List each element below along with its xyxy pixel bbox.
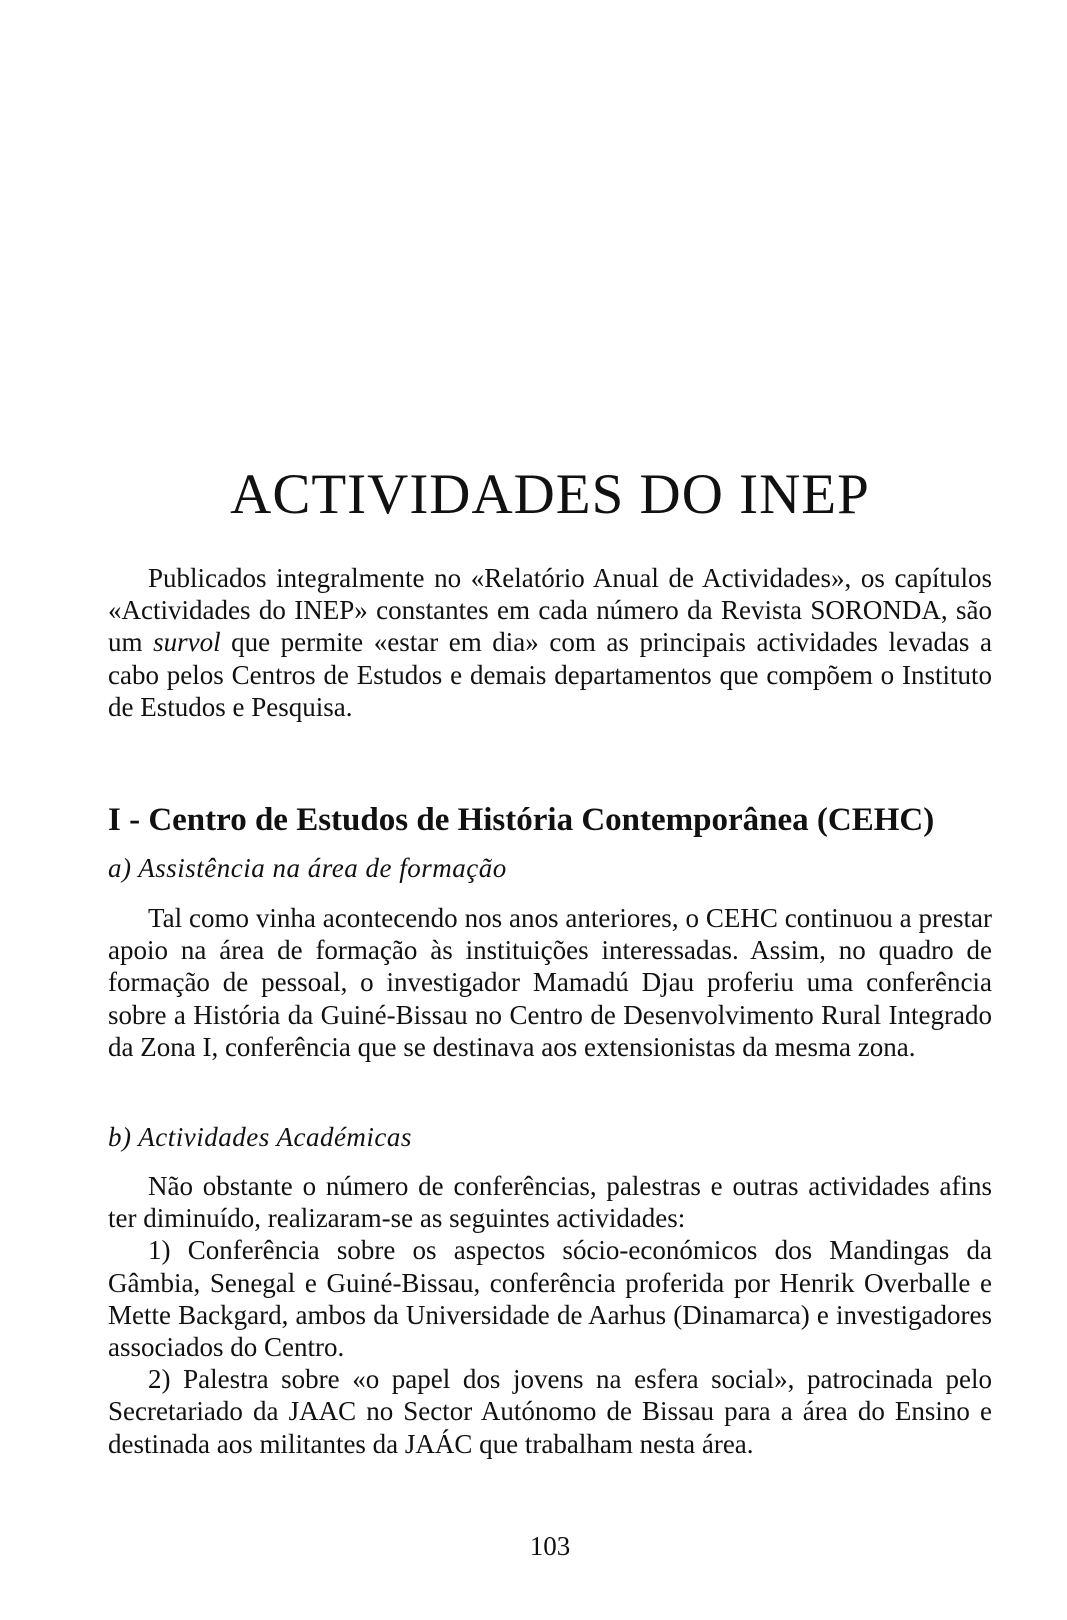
page-title: ACTIVIDADES DO INEP (230, 463, 870, 526)
section-heading: I - Centro de Estudos de História Contemporânea (CEHC) (108, 802, 935, 838)
subsection-a-heading: a) Assistência na área de formação (108, 853, 507, 883)
intro-emphasis: survol (153, 627, 221, 658)
intro-text-start: Publicados integralmente no «Relatório Anual de Actividades», os capítulos «Actividades do INEP» constantes em cada número da Revista SORONDA, são um (108, 563, 992, 658)
intro-paragraph (108, 562, 992, 723)
subsection-b-body (108, 1170, 992, 1460)
list-item: 2) Palestra sobre «o papel dos jovens na esfera social», patrocinada pelo Secretariado da JAAC no Sector Autónomo de Bissau para a área do Ensino e destinada aos militantes da JAÁC que trabalham nesta área. (108, 1364, 992, 1459)
document-page (108, 0, 992, 1620)
list-item: 1) Conferência sobre os aspectos sócio-económicos dos Mandingas da Gâmbia, Senegal e Guiné-Bissau, conferência proferida por Henrik Overballe e Mette Backgard, ambos da Universidade de Aarhus (Dinamarca) e investigadores associados do Centro. (108, 1235, 992, 1363)
page-number: 103 (529, 1531, 571, 1561)
subsection-a-paragraph: Tal como vinha acontecendo nos anos anteriores, o CEHC continuou a prestar apoio na área de formação às instituições interessadas. Assim, no quadro de formação de pessoal, o investigador Mamadú Djau proferiu uma conferência sobre a História da Guiné-Bissau no Centro de Desenvolvimento Rural Integrado da Zona I, conferência que se destinava aos extensionistas da mesma zona. (108, 903, 992, 1062)
intro-section (108, 562, 992, 723)
subsection-b-heading: b) Actividades Académicas (108, 1122, 412, 1152)
intro-text-end: que permite «estar em dia» com as principais actividades levadas a cabo pelos Centros de Estudos e demais departamentos que compõem o Instituto de Estudos e Pesquisa. (108, 627, 992, 722)
subsection-a-body (108, 902, 992, 1063)
subsection-b-paragraph: Não obstante o número de conferências, palestras e outras actividades afins ter diminuído, realizaram-se as seguintes actividades: (108, 1171, 992, 1234)
